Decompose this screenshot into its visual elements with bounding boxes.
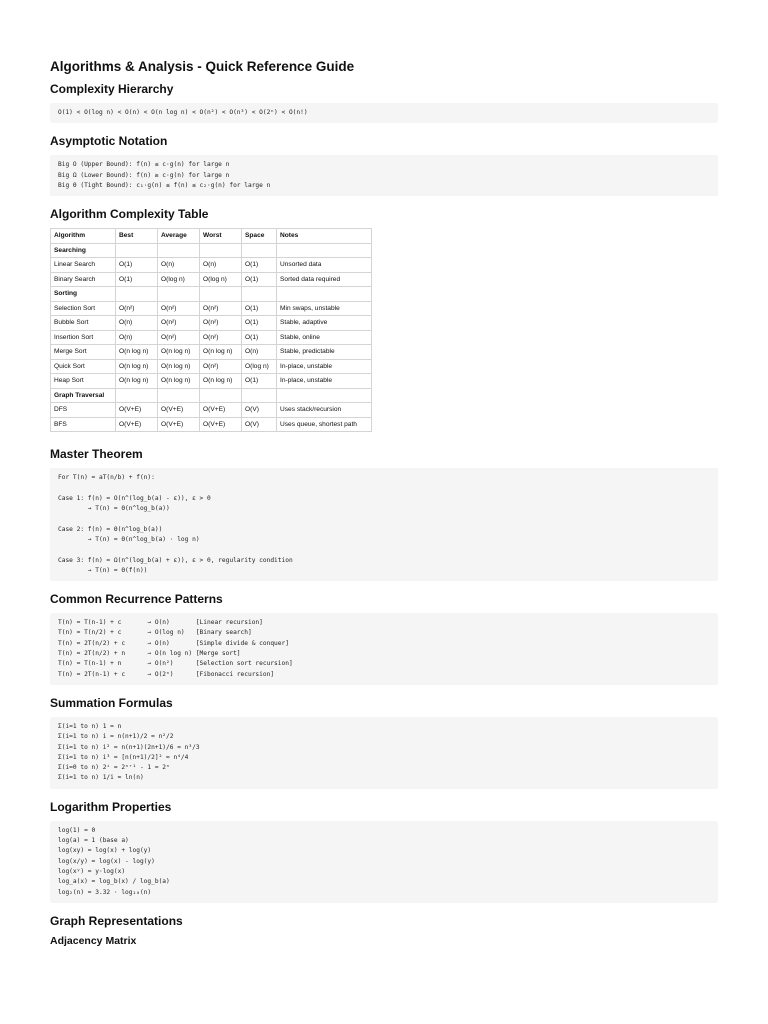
- table-cell: O(log n): [158, 272, 200, 287]
- table-cell: O(n): [158, 258, 200, 273]
- code-logarithm-properties: log(1) = 0 log(a) = 1 (base a) log(xy) = log(x) + log(y) log(x/y) = log(x) - log(y) log(xʸ) = y·log(x) log_a(x) = log_b(x) / log_b(a) log₂(n) = 3.32 · log₁₀(n): [50, 821, 718, 903]
- table-cell: O(n²): [116, 301, 158, 316]
- table-cell: O(n²): [200, 316, 242, 331]
- table-cell-empty: [242, 287, 277, 302]
- column-header: Algorithm: [51, 229, 116, 244]
- table-cell: O(1): [242, 330, 277, 345]
- code-summation-formulas: Σ(i=1 to n) 1 = n Σ(i=1 to n) i = n(n+1)/2 ≈ n²/2 Σ(i=1 to n) i² = n(n+1)(2n+1)/6 ≈ n³/3 Σ(i=1 to n) i³ = [n(n+1)/2]² ≈ n⁴/4 Σ(i=0 to n) 2ⁱ = 2ⁿ⁺¹ - 1 ≈ 2ⁿ Σ(i=1 to n) 1/i ≈ ln(n): [50, 717, 718, 789]
- table-cell: Insertion Sort: [51, 330, 116, 345]
- table-cell-empty: [200, 388, 242, 403]
- table-cell: Binary Search: [51, 272, 116, 287]
- table-cell: O(V+E): [158, 417, 200, 432]
- code-master-theorem: For T(n) = aT(n/b) + f(n): Case 1: f(n) = O(n^(log_b(a) - ε)), ε > 0 → T(n) = Θ(n^log_b(a)) Case 2: f(n) = Θ(n^log_b(a)) → T(n) = Θ(n^log_b(a) · log n) Case 3: f(n) = Ω(n^(log_b(a) + ε)), ε > 0, regularity condition → T(n) = Θ(f(n)): [50, 468, 718, 581]
- column-header: Worst: [200, 229, 242, 244]
- table-cell: O(V+E): [116, 403, 158, 418]
- table-cell: O(n²): [200, 330, 242, 345]
- table-cell-empty: [158, 243, 200, 258]
- table-cell: Min swaps, unstable: [277, 301, 372, 316]
- table-cell: Sorted data required: [277, 272, 372, 287]
- table-cell-empty: [242, 388, 277, 403]
- table-cell: Heap Sort: [51, 374, 116, 389]
- code-complexity-hierarchy: O(1) < O(log n) < O(n) < O(n log n) < O(n²) < O(n³) < O(2ⁿ) < O(n!): [50, 103, 718, 123]
- document-page: [50, 58, 718, 948]
- table-row: [51, 374, 372, 389]
- table-cell: Stable, adaptive: [277, 316, 372, 331]
- table-cell: Unsorted data: [277, 258, 372, 273]
- table-row: [51, 417, 372, 432]
- table-cell: Linear Search: [51, 258, 116, 273]
- table-cell: O(n²): [158, 316, 200, 331]
- table-row: [51, 403, 372, 418]
- heading-summation-formulas: Summation Formulas: [50, 695, 173, 710]
- heading-graph-representations: Graph Representations: [50, 913, 183, 928]
- table-body: [51, 243, 372, 432]
- table-cell: O(V+E): [116, 417, 158, 432]
- table-category-row: [51, 287, 372, 302]
- table-cell: O(n²): [200, 359, 242, 374]
- subheading-adjacency-matrix: Adjacency Matrix: [50, 934, 137, 947]
- table-cell: O(n log n): [116, 359, 158, 374]
- table-cell: Quick Sort: [51, 359, 116, 374]
- table-cell: O(log n): [200, 272, 242, 287]
- table-cell: Bubble Sort: [51, 316, 116, 331]
- table-cell-empty: [116, 388, 158, 403]
- table-cell: O(n): [200, 258, 242, 273]
- table-cell: Uses queue, shortest path: [277, 417, 372, 432]
- table-row: [51, 301, 372, 316]
- table-cell: O(n log n): [116, 345, 158, 360]
- table-cell: Stable, predictable: [277, 345, 372, 360]
- column-header: Notes: [277, 229, 372, 244]
- table-cell: Selection Sort: [51, 301, 116, 316]
- column-header: Average: [158, 229, 200, 244]
- table-category-cell: Searching: [51, 243, 116, 258]
- table-category-cell: Sorting: [51, 287, 116, 302]
- table-cell-empty: [158, 287, 200, 302]
- table-cell: O(log n): [242, 359, 277, 374]
- table-cell: O(n²): [200, 301, 242, 316]
- table-row: [51, 345, 372, 360]
- table-cell: O(V): [242, 417, 277, 432]
- complexity-table: [50, 228, 372, 432]
- table-header-row: [51, 229, 372, 244]
- table-cell: O(1): [242, 258, 277, 273]
- table-cell-empty: [116, 243, 158, 258]
- table-cell: Stable, online: [277, 330, 372, 345]
- table-cell: O(n log n): [200, 374, 242, 389]
- table-cell-empty: [277, 287, 372, 302]
- table-cell: O(V+E): [200, 417, 242, 432]
- heading-recurrence-patterns: Common Recurrence Patterns: [50, 592, 223, 607]
- heading-asymptotic-notation: Asymptotic Notation: [50, 134, 168, 149]
- table-cell: O(1): [242, 374, 277, 389]
- table-row: [51, 316, 372, 331]
- heading-logarithm-properties: Logarithm Properties: [50, 799, 172, 814]
- heading-complexity-hierarchy: Complexity Hierarchy: [50, 82, 174, 96]
- table-cell: O(n log n): [158, 359, 200, 374]
- table-cell: O(V): [242, 403, 277, 418]
- table-category-cell: Graph Traversal: [51, 388, 116, 403]
- table-cell: Merge Sort: [51, 345, 116, 360]
- table-cell: O(1): [116, 272, 158, 287]
- table-cell-empty: [200, 243, 242, 258]
- table-cell: O(n): [242, 345, 277, 360]
- table-cell: O(n log n): [158, 345, 200, 360]
- table-cell: O(1): [116, 258, 158, 273]
- table-cell-empty: [116, 287, 158, 302]
- table-row: [51, 330, 372, 345]
- heading-complexity-table: Algorithm Complexity Table: [50, 207, 209, 222]
- table-cell: O(n log n): [200, 345, 242, 360]
- table-row: [51, 272, 372, 287]
- table-cell: O(V+E): [200, 403, 242, 418]
- table-row: [51, 359, 372, 374]
- table-cell-empty: [158, 388, 200, 403]
- table-cell: O(V+E): [158, 403, 200, 418]
- table-category-row: [51, 388, 372, 403]
- table-cell: DFS: [51, 403, 116, 418]
- table-cell: O(n²): [158, 330, 200, 345]
- table-cell: O(n log n): [116, 374, 158, 389]
- table-cell: O(n): [116, 330, 158, 345]
- table-category-row: [51, 243, 372, 258]
- column-header: Best: [116, 229, 158, 244]
- table-cell: O(n): [116, 316, 158, 331]
- code-asymptotic-notation: Big O (Upper Bound): f(n) ≤ c·g(n) for large n Big Ω (Lower Bound): f(n) ≥ c·g(n) for large n Big Θ (Tight Bound): c₁·g(n) ≤ f(n) ≤ c₂·g(n) for large n: [50, 155, 718, 196]
- table-cell: In-place, unstable: [277, 359, 372, 374]
- table-cell-empty: [242, 243, 277, 258]
- table-cell: O(1): [242, 272, 277, 287]
- table-cell: In-place, unstable: [277, 374, 372, 389]
- column-header: Space: [242, 229, 277, 244]
- table-cell: O(n log n): [158, 374, 200, 389]
- table-cell: O(1): [242, 316, 277, 331]
- table-cell-empty: [277, 243, 372, 258]
- table-cell: Uses stack/recursion: [277, 403, 372, 418]
- table-cell: O(n²): [158, 301, 200, 316]
- table-cell: O(1): [242, 301, 277, 316]
- heading-master-theorem: Master Theorem: [50, 447, 143, 462]
- table-row: [51, 258, 372, 273]
- code-recurrence-patterns: T(n) = T(n-1) + c → O(n) [Linear recursion] T(n) = T(n/2) + c → O(log n) [Binary search] T(n) = 2T(n/2) + c → O(n) [Simple divide & conquer] T(n) = 2T(n/2) + n → O(n log n) [Merge sort] T(n) = T(n-1) + n → O(n²) [Selection sort recursion] T(n) = 2T(n-1) + c → O(2ⁿ) [Fibonacci recursion]: [50, 613, 718, 685]
- table-cell-empty: [277, 388, 372, 403]
- table-cell-empty: [200, 287, 242, 302]
- page-title: Algorithms & Analysis - Quick Reference Guide: [50, 59, 355, 74]
- table-cell: BFS: [51, 417, 116, 432]
